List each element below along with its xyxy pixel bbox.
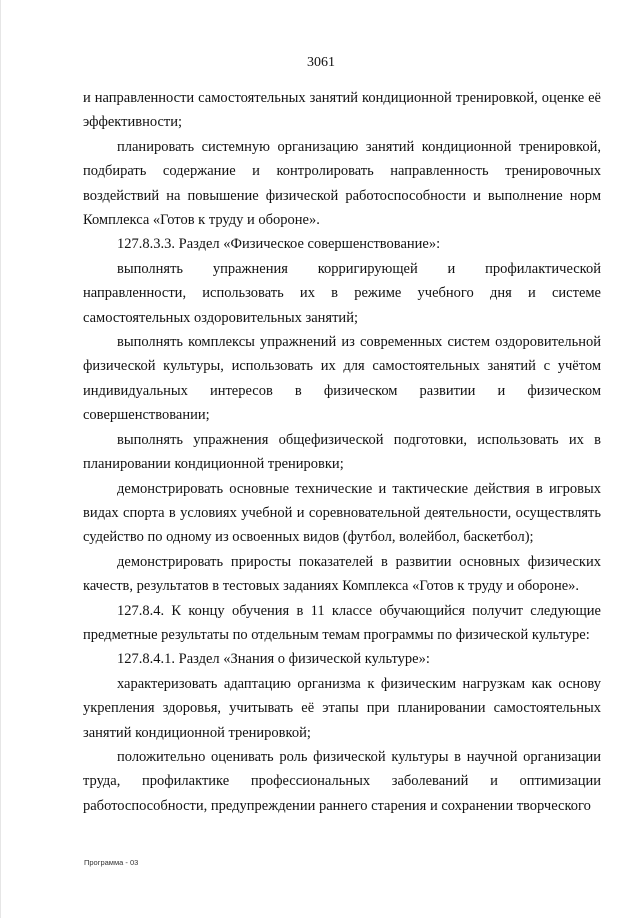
paragraph: положительно оценивать роль физической культуры в научной организации труда, профилактике профессиональных заболеваний и оптимизации работоспособности, предупреждении раннего старения и сохранении творческого xyxy=(83,748,601,814)
section-heading: 127.8.3.3. Раздел «Физическое совершенствование»: xyxy=(117,236,441,253)
paragraph: демонстрировать основные технические и тактические действия в игровых видах спорта в условиях учебной и соревновательной деятельности, осуществлять судейство по одному из освоенных видов (футбол, волейбол, баскетбол); xyxy=(83,480,601,546)
paragraph: выполнять упражнения общефизической подготовки, использовать их в планировании кондиционной тренировки; xyxy=(83,431,601,473)
section-heading: 127.8.4.1. Раздел «Знания о физической культуре»: xyxy=(117,651,430,668)
paragraph: характеризовать адаптацию организма к физическим нагрузкам как основу укрепления здоровья, учитывать её этапы при планировании самостоятельных занятий кондиционной тренировкой; xyxy=(83,675,601,741)
body-text xyxy=(83,86,601,818)
paragraph: демонстрировать приросты показателей в развитии основных физических качеств, результатов в тестовых заданиях Комплекса «Готов к труду и обороне». xyxy=(83,553,601,595)
footer-label: Программа - 03 xyxy=(84,858,139,867)
paragraph: планировать системную организацию занятий кондиционной тренировкой, подбирать содержание и контролировать направленность тренировочных воздействий на повышение физической работоспособности и выполнение норм Комплекса «Готов к труду и обороне». xyxy=(83,138,601,229)
paragraph: выполнять упражнения корригирующей и профилактической направленности, использовать их в режиме учебного дня и системе самостоятельных оздоровительных занятий; xyxy=(83,260,601,326)
paragraph: 127.8.4. К концу обучения в 11 классе обучающийся получит следующие предметные результаты по отдельным темам программы по физической культуре: xyxy=(83,602,601,643)
page-number: 3061 xyxy=(307,55,335,70)
paragraph: и направленности самостоятельных занятий кондиционной тренировкой, оценке её эффективности; xyxy=(83,90,601,131)
paragraph: выполнять комплексы упражнений из современных систем оздоровительной физической культуры, использовать их для самостоятельных занятий с учётом индивидуальных интересов в физическом развитии и физическом совершенствовании; xyxy=(83,334,601,424)
